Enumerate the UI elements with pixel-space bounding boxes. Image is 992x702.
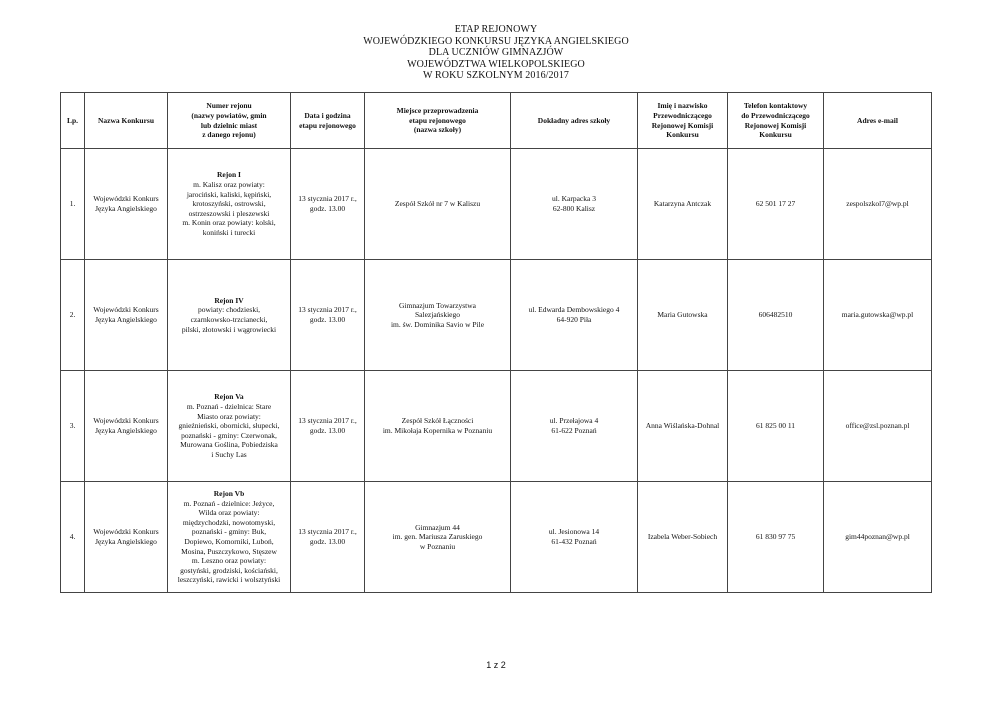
header-email (824, 93, 932, 149)
cell-line: poznański - gminy: Buk, (191, 527, 267, 537)
cell-adres (511, 482, 638, 593)
cell-line: w Poznaniu (419, 541, 456, 551)
cell-line: etapu rejonowego (409, 115, 466, 125)
cell-miejsce (365, 371, 511, 482)
header-rejon (168, 93, 291, 149)
cell-line: Wojewódzki Konkurs (93, 416, 159, 426)
cell-email: office@zsl.poznan.pl (824, 371, 932, 482)
cell-line: ul. Karpacka 3 (552, 194, 596, 204)
cell-adres (511, 149, 638, 260)
cell-line: Języka Angielskiego (95, 204, 157, 213)
contest-table (60, 92, 932, 593)
cell-line: Zespół Szkół nr 7 w Kaliszu (394, 199, 481, 209)
page-number: 1 z 2 (486, 660, 506, 670)
cell-telefon: 62 501 17 27 (728, 149, 824, 260)
cell-line: Numer rejonu (206, 101, 252, 111)
cell-miejsce (365, 260, 511, 371)
cell-line: Wojewódzki Konkurs (93, 194, 159, 204)
cell-lp: 3. (61, 371, 85, 482)
cell-line: ostrzeszowski i pleszewski (188, 208, 270, 218)
cell-konkurs (85, 371, 168, 482)
cell-line: Nazwa Konkursu (97, 115, 155, 125)
cell-data (291, 149, 365, 260)
cell-line: z danego rejonu) (202, 130, 256, 140)
cell-line: 13 stycznia 2017 r., (298, 416, 357, 426)
header-lp (61, 93, 85, 149)
title-line: WOJEWÓDZTWA WIELKOPOLSKIEGO (407, 58, 585, 70)
cell-telefon: 61 830 97 75 (728, 482, 824, 593)
cell-line: Rejonowej Komisji (744, 120, 807, 130)
cell-line: 62-800 Kalisz (552, 204, 596, 213)
cell-adres (511, 371, 638, 482)
cell-line: godz. 13.00 (309, 315, 346, 324)
cell-line: Zespół Szkół Łączności (401, 416, 474, 426)
cell-line: jarociński, kaliski, kępiński, (186, 189, 272, 199)
cell-lp: 1. (61, 149, 85, 260)
cell-email: gim44poznan@wp.pl (824, 482, 932, 593)
title-line: DLA UCZNIÓW GIMNAZJÓW (428, 47, 564, 58)
rejon-title: Rejon IV (214, 295, 244, 305)
cell-line: 61-622 Poznań (551, 426, 597, 435)
cell-line: im. gen. Mariusza Zaruskiego (392, 532, 483, 542)
cell-line: Mosina, Puszczykowo, Stęszew (181, 546, 277, 556)
cell-line: Konkursu (759, 130, 792, 140)
cell-miejsce (365, 482, 511, 593)
cell-line: godz. 13.00 (309, 426, 346, 435)
cell-konkurs (85, 149, 168, 260)
cell-rejon (168, 482, 291, 593)
cell-line: godz. 13.00 (309, 204, 346, 213)
cell-adres (511, 260, 638, 371)
table-row (61, 371, 932, 482)
cell-line: Salezjańskiego (415, 310, 460, 320)
cell-line: koniński i turecki (202, 227, 256, 237)
cell-line: im. Mikołaja Kopernika w Poznaniu (382, 426, 493, 435)
header-adres (511, 93, 638, 149)
cell-line: do Przewodniczącego (741, 110, 810, 120)
cell-line: m. Kalisz oraz powiaty: (193, 180, 265, 190)
document-title (0, 24, 992, 82)
cell-email: maria.gutowska@wp.pl (824, 260, 932, 371)
cell-line: Data i godzina (304, 110, 351, 120)
cell-przewodniczacy: Izabela Weber-Sobiech (638, 482, 728, 593)
cell-line: Wilda oraz powiaty: (198, 508, 260, 518)
cell-lp: 4. (61, 482, 85, 593)
cell-line: Języka Angielskiego (95, 537, 157, 546)
cell-data (291, 482, 365, 593)
cell-data (291, 260, 365, 371)
cell-line: Imię i nazwisko (657, 101, 708, 111)
cell-telefon: 606482510 (728, 260, 824, 371)
cell-line: Dokładny adres szkoły (537, 115, 611, 125)
cell-line: ul. Edwarda Dembowskiego 4 (528, 305, 620, 315)
cell-line: leszczyński, rawicki i wolsztyński (177, 575, 281, 585)
cell-email: zespolszkol7@wp.pl (824, 149, 932, 260)
cell-line: gostyński, grodziski, kościański, (180, 565, 278, 575)
cell-line: im. św. Dominika Savio w Pile (390, 319, 485, 329)
header-miejsce (365, 93, 511, 149)
cell-data (291, 371, 365, 482)
cell-line: Przewodniczącego (653, 110, 712, 120)
cell-line: Wojewódzki Konkurs (93, 527, 159, 537)
cell-line: krotoszyński, ostrowski, (192, 199, 266, 209)
cell-line: lub dzielnic miast (200, 120, 258, 130)
cell-line: ul. Jesionowa 14 (548, 527, 600, 537)
cell-line: Języka Angielskiego (95, 315, 157, 324)
rejon-title: Rejon Vb (213, 489, 245, 499)
cell-line: ul. Przełajowa 4 (549, 416, 599, 426)
header-konkurs (85, 93, 168, 149)
cell-line: etapu rejonowego (299, 120, 356, 130)
cell-line: Adres e-mail (857, 115, 898, 125)
cell-miejsce (365, 149, 511, 260)
cell-line: m. Poznań - dzielnica: Stare (186, 402, 272, 412)
cell-line: m. Poznań - dzielnice: Jeżyce, (183, 498, 275, 508)
cell-line: m. Leszno oraz powiaty: (191, 556, 267, 566)
header-przewodniczacy (638, 93, 728, 149)
cell-line: Telefon kontaktowy (743, 101, 808, 111)
cell-przewodniczacy: Anna Wiślańska-Dohnal (638, 371, 728, 482)
rejon-title: Rejon I (217, 170, 241, 180)
cell-line: Dopiewo, Komorniki, Luboń, (184, 537, 274, 546)
cell-rejon (168, 149, 291, 260)
rejon-title: Rejon Va (214, 392, 244, 402)
cell-line: poznański - gminy: Czerwonak, (181, 430, 277, 440)
title-line: ETAP REJONOWY (454, 24, 538, 35)
cell-line: 13 stycznia 2017 r., (298, 194, 357, 204)
cell-line: m. Konin oraz powiaty: kolski, (182, 218, 276, 228)
cell-lp: 2. (61, 260, 85, 371)
cell-line: międzychodzki, nowotomyski, (182, 517, 276, 527)
table-row (61, 482, 932, 593)
cell-rejon (168, 260, 291, 371)
cell-line: 64-920 Piła (556, 315, 592, 324)
cell-line: gnieźnieński, obornicki, słupecki, (178, 421, 280, 431)
title-line: W ROKU SZKOLNYM 2016/2017 (423, 70, 569, 81)
cell-line: godz. 13.00 (309, 537, 346, 546)
cell-przewodniczacy: Katarzyna Antczak (638, 149, 728, 260)
cell-line: Murowana Goślina, Pobiedziska (180, 440, 278, 450)
cell-line: Lp. (66, 115, 79, 125)
title-line: WOJEWÓDZKIEGO KONKURSU JĘZYKA ANGIELSKIEGO (363, 35, 629, 47)
cell-konkurs (85, 260, 168, 371)
cell-rejon (168, 371, 291, 482)
cell-line: i Suchy Las (211, 449, 247, 459)
header-data (291, 93, 365, 149)
cell-line: Miejsce przeprowadzenia (396, 106, 479, 116)
header-telefon (728, 93, 824, 149)
cell-line: (nazwa szkoły) (413, 125, 462, 135)
table-row (61, 149, 932, 260)
table-row (61, 260, 932, 371)
cell-line: powiaty: chodzieski, (197, 305, 261, 315)
cell-line: (nazwy powiatów, gmin (191, 110, 267, 120)
table-header-row (61, 93, 932, 149)
cell-line: Gimnazjum Towarzystwa (398, 300, 477, 310)
cell-line: Języka Angielskiego (95, 426, 157, 435)
cell-konkurs (85, 482, 168, 593)
cell-line: pilski, złotowski i wągrowiecki (181, 324, 277, 334)
cell-line: 61-432 Poznań (551, 537, 597, 546)
cell-line: Konkursu (666, 130, 699, 140)
cell-line: 13 stycznia 2017 r., (298, 527, 357, 537)
cell-line: 13 stycznia 2017 r., (298, 305, 357, 315)
cell-line: Miasto oraz powiaty: (197, 411, 261, 421)
cell-line: Gimnazjum 44 (415, 522, 460, 532)
cell-telefon: 61 825 00 11 (728, 371, 824, 482)
cell-line: Rejonowej Komisji (651, 120, 714, 130)
cell-line: czarnkowsko-trzcianecki, (190, 315, 268, 324)
cell-line: Wojewódzki Konkurs (93, 305, 159, 315)
cell-przewodniczacy: Maria Gutowska (638, 260, 728, 371)
